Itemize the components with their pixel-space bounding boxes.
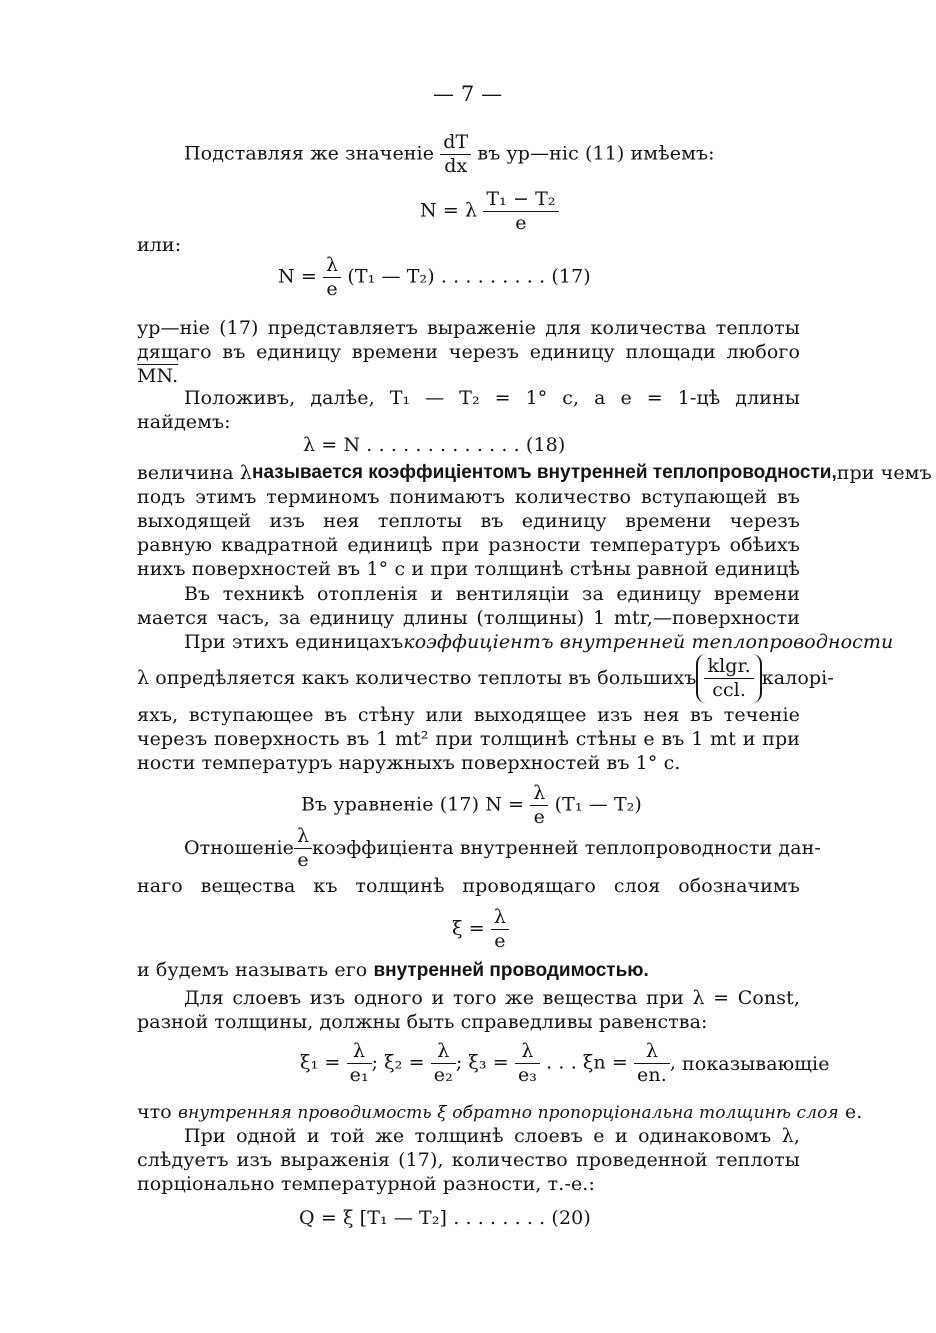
equation-left: N = λ [420, 199, 478, 222]
bold-term: называется коэффиціентомъ внутренней теплопроводности, [251, 462, 837, 483]
italic-term: коэффиціентъ внутренней теплопроводности [403, 631, 894, 653]
text-fragment: и будемъ называть его [137, 959, 368, 981]
paragraph-line: разной толщины, должны быть справедливы равенства: [137, 1011, 708, 1033]
fraction-temperature-diff [483, 190, 558, 233]
equation-xi-series [300, 1042, 830, 1085]
fraction-lambda-e [491, 908, 509, 951]
fraction [431, 1042, 456, 1085]
text-fragment: При этихъ единицахъ [184, 631, 404, 653]
text-fragment: при чемъ [836, 462, 932, 484]
equation-left: N = [278, 265, 317, 288]
fraction-numerator: λ [521, 1040, 534, 1062]
text-fragment: Отношеніе [184, 837, 294, 859]
italic-term: внутренняя проводимость ξ обратно пропорціональна толщинѣ слоя [177, 1103, 839, 1123]
bold-term: внутренней проводимостью. [373, 960, 649, 981]
text-fragment: Подставляя же значеніе [184, 142, 435, 165]
equation-intro-line [184, 133, 715, 176]
fraction-denominator: e [294, 848, 312, 870]
fraction-numerator: λ [437, 1040, 450, 1062]
xi-eq-1 [300, 1042, 378, 1085]
paragraph-line: ур—ніе (17) представляетъ выраженіе для количества теплоты [137, 317, 800, 339]
fraction-numerator: T₁ − T₂ [486, 188, 556, 210]
text-fragment: (T₁ — T₂) [554, 793, 642, 816]
paragraph-line: Положивъ, далѣе, T₁ — T₂ = 1° c, а e = 1-цѣ длины [184, 387, 800, 409]
equation-20: Q = ξ [T₁ — T₂] . . . . . . . . (20) [299, 1207, 591, 1229]
xi-eq-2 [384, 1042, 462, 1085]
fraction-numerator: klgr. [707, 654, 751, 677]
paragraph-line [184, 824, 821, 871]
text-fragment: Въ уравненіе (17) N = [301, 793, 525, 816]
fraction-numerator: λ [645, 1040, 659, 1062]
paragraph-line [137, 958, 649, 983]
paragraph-line: равную квадратной единицѣ при разности температуръ обѣихъ [137, 534, 800, 556]
separator: ; [371, 1051, 379, 1074]
fraction-lambda-e [323, 256, 341, 299]
fraction-denominator: e [323, 277, 341, 299]
paragraph-line [137, 653, 834, 703]
fraction-numerator: λ [533, 782, 546, 804]
equation-left: ξ = [452, 917, 485, 940]
paragraph-line [184, 630, 894, 654]
fraction-dt-dx [440, 133, 471, 176]
fraction-denominator: e [530, 805, 548, 827]
fraction-numerator: λ [493, 906, 507, 928]
fraction-denominator: e₃ [515, 1063, 540, 1085]
equation-right: (T₁ — T₂) . . . . . . . . . (17) [347, 265, 591, 288]
equation-left: ξ₁ = [300, 1051, 341, 1074]
fraction [634, 1042, 670, 1085]
unit-fraction [704, 654, 753, 701]
equation-17 [278, 256, 591, 299]
fraction-numerator: λ [296, 824, 310, 847]
text-fragment: величина λ [137, 462, 252, 484]
paragraph-line: Для слоевъ изъ одного и того же вещества при λ = Const, [184, 987, 800, 1009]
paragraph-line: найдемъ: [137, 411, 231, 433]
paragraph-line [137, 1100, 862, 1125]
page-number: — 7 — [433, 82, 503, 106]
fraction-denominator: e₂ [431, 1063, 456, 1085]
equation-n-lambda [420, 190, 559, 233]
paragraph-line: нихъ поверхностей въ 1° с и при толщинѣ стѣны равной единицѣ [137, 558, 800, 580]
paragraph-line: дящаго въ единицу времени черезъ единицу площади любого [137, 341, 800, 363]
fraction-denominator: e [483, 211, 558, 233]
fraction-denominator: en. [634, 1063, 670, 1085]
paragraph-line: порціонально температурной разности, т.-е.: [137, 1173, 595, 1195]
fraction-denominator: dx [440, 154, 471, 176]
paragraph-line: черезъ поверхность въ 1 mt² при толщинѣ стѣны e въ 1 mt и при [137, 728, 800, 750]
paragraph-line: Въ техникѣ отопленія и вентиляціи за единицу времени [184, 583, 800, 605]
fraction-denominator: e [491, 929, 509, 951]
separator: . . . [546, 1051, 577, 1074]
equation-17-restated [301, 784, 642, 827]
xi-eq-n [583, 1042, 676, 1085]
paragraph-line: выходящей изъ нея теплоты въ единицу времени черезъ [137, 510, 800, 532]
paragraph-line: мается часъ, за единицу длины (толщины) 1 mtr,—поверхности [137, 607, 800, 629]
text-fragment: что [137, 1101, 172, 1123]
text-fragment: калорі- [761, 667, 834, 689]
fraction-numerator: λ [326, 254, 339, 276]
equation-left: ξ₃ = [468, 1051, 509, 1074]
text-fragment: коэффиціента внутренней теплопроводности дан- [312, 837, 821, 859]
paragraph-line: MN. [137, 365, 179, 387]
text-fragment: λ опредѣляется какъ количество теплоты въ большихъ [137, 667, 697, 689]
paragraph-line: подъ этимъ терминомъ понимаютъ количество вступающей въ [137, 486, 800, 508]
equation-left: ξ₂ = [384, 1051, 425, 1074]
fraction-denominator: ccl. [704, 678, 753, 700]
separator: ; [455, 1051, 463, 1074]
paragraph-line: слѣдуетъ изъ выраженія (17), количество проведенной теплоты [137, 1149, 800, 1171]
word-ili: или: [137, 234, 182, 256]
separator: , [669, 1051, 677, 1074]
paragraph-line [137, 461, 932, 485]
paragraph-line: яхъ, вступающее въ стѣну или выходящее изъ нея въ теченіе [137, 704, 800, 726]
equation-left: ξn = [582, 1051, 628, 1074]
paragraph-line: наго вещества къ толщинѣ проводящаго слоя обозначимъ [137, 875, 800, 897]
equation-18: λ = N . . . . . . . . . . . . . (18) [303, 434, 566, 456]
unit-bracket [696, 654, 761, 703]
fraction-lambda-e [530, 784, 548, 827]
equation-xi [452, 908, 509, 951]
paragraph-line: ности температуръ наружныхъ поверхностей въ 1° с. [137, 752, 681, 774]
fraction [347, 1042, 372, 1085]
text-fragment: показывающіе [682, 1052, 830, 1075]
text-fragment: въ ур—ніс (11) имѣемъ: [477, 142, 715, 165]
text-fragment: e. [844, 1101, 863, 1123]
paragraph-line: При одной и той же толщинѣ слоевъ e и одинаковомъ λ, [184, 1125, 800, 1147]
xi-eq-3 [468, 1042, 577, 1085]
fraction-denominator: e₁ [347, 1063, 372, 1085]
fraction [515, 1042, 540, 1085]
fraction-lambda-e [294, 824, 312, 871]
fraction-numerator: dT [443, 131, 469, 153]
fraction-numerator: λ [353, 1040, 366, 1062]
